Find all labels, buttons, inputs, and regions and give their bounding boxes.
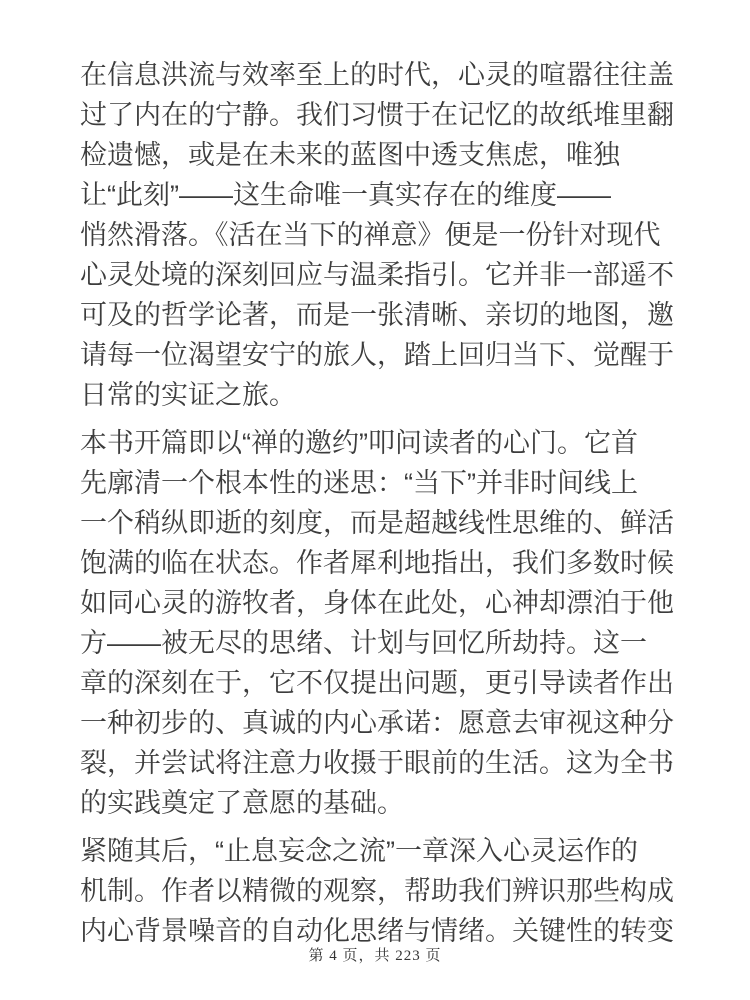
text-line: 一个稍纵即逝的刻度，而是超越线性思维的、鲜活: [80, 508, 674, 538]
text-line: 在信息洪流与效率至上的时代，心灵的喧嚣往往盖: [80, 60, 674, 90]
text-line: 紧随其后，“止息妄念之流”一章深入心灵运作的: [80, 836, 638, 866]
page-number-footer: 第 4 页，共 223 页: [308, 948, 442, 964]
text-line: 心灵处境的深刻回应与温柔指引。它并非一部遥不: [80, 260, 674, 290]
text-line: 章的深刻在于，它不仅提出问题，更引导读者作出: [80, 668, 674, 698]
text-line: 请每一位渴望安宁的旅人，踏上回归当下、觉醒于: [80, 340, 674, 370]
text-line: 内心背景噪音的自动化思绪与情绪。关键性的转变: [80, 916, 674, 946]
text-line: 裂，并尝试将注意力收摄于眼前的生活。这为全书: [80, 748, 674, 778]
paragraph: [80, 423, 680, 823]
text-line: 先廓清一个根本性的迷思：“当下”并非时间线上: [80, 468, 638, 498]
paragraph: [80, 831, 680, 951]
text-line: 饱满的临在状态。作者犀利地指出，我们多数时候: [80, 548, 674, 578]
text-line: 一种初步的、真诚的内心承诺：愿意去审视这种分: [80, 708, 674, 738]
text-line: 日常的实证之旅。: [80, 380, 296, 410]
text-line: 过了内在的宁静。我们习惯于在记忆的故纸堆里翻: [80, 100, 674, 130]
text-line: 悄然滑落。《活在当下的禅意》便是一份针对现代: [80, 220, 661, 250]
text-line: 让“此刻”——这生命唯一真实存在的维度——: [80, 180, 611, 210]
text-line: 的实践奠定了意愿的基础。: [80, 788, 404, 818]
document-text-block: [80, 55, 680, 959]
text-line: 可及的哲学论著，而是一张清晰、亲切的地图，邀: [80, 300, 674, 330]
text-line: 方——被无尽的思绪、计划与回忆所劫持。这一: [80, 628, 647, 658]
paragraph: [80, 55, 680, 415]
text-line: 如同心灵的游牧者，身体在此处，心神却漂泊于他: [80, 588, 674, 618]
text-line: 本书开篇即以“禅的邀约”叩问读者的心门。它首: [80, 428, 638, 458]
text-line: 检遗憾，或是在未来的蓝图中透支焦虑，唯独: [80, 140, 620, 170]
text-line: 机制。作者以精微的观察，帮助我们辨识那些构成: [80, 876, 674, 906]
